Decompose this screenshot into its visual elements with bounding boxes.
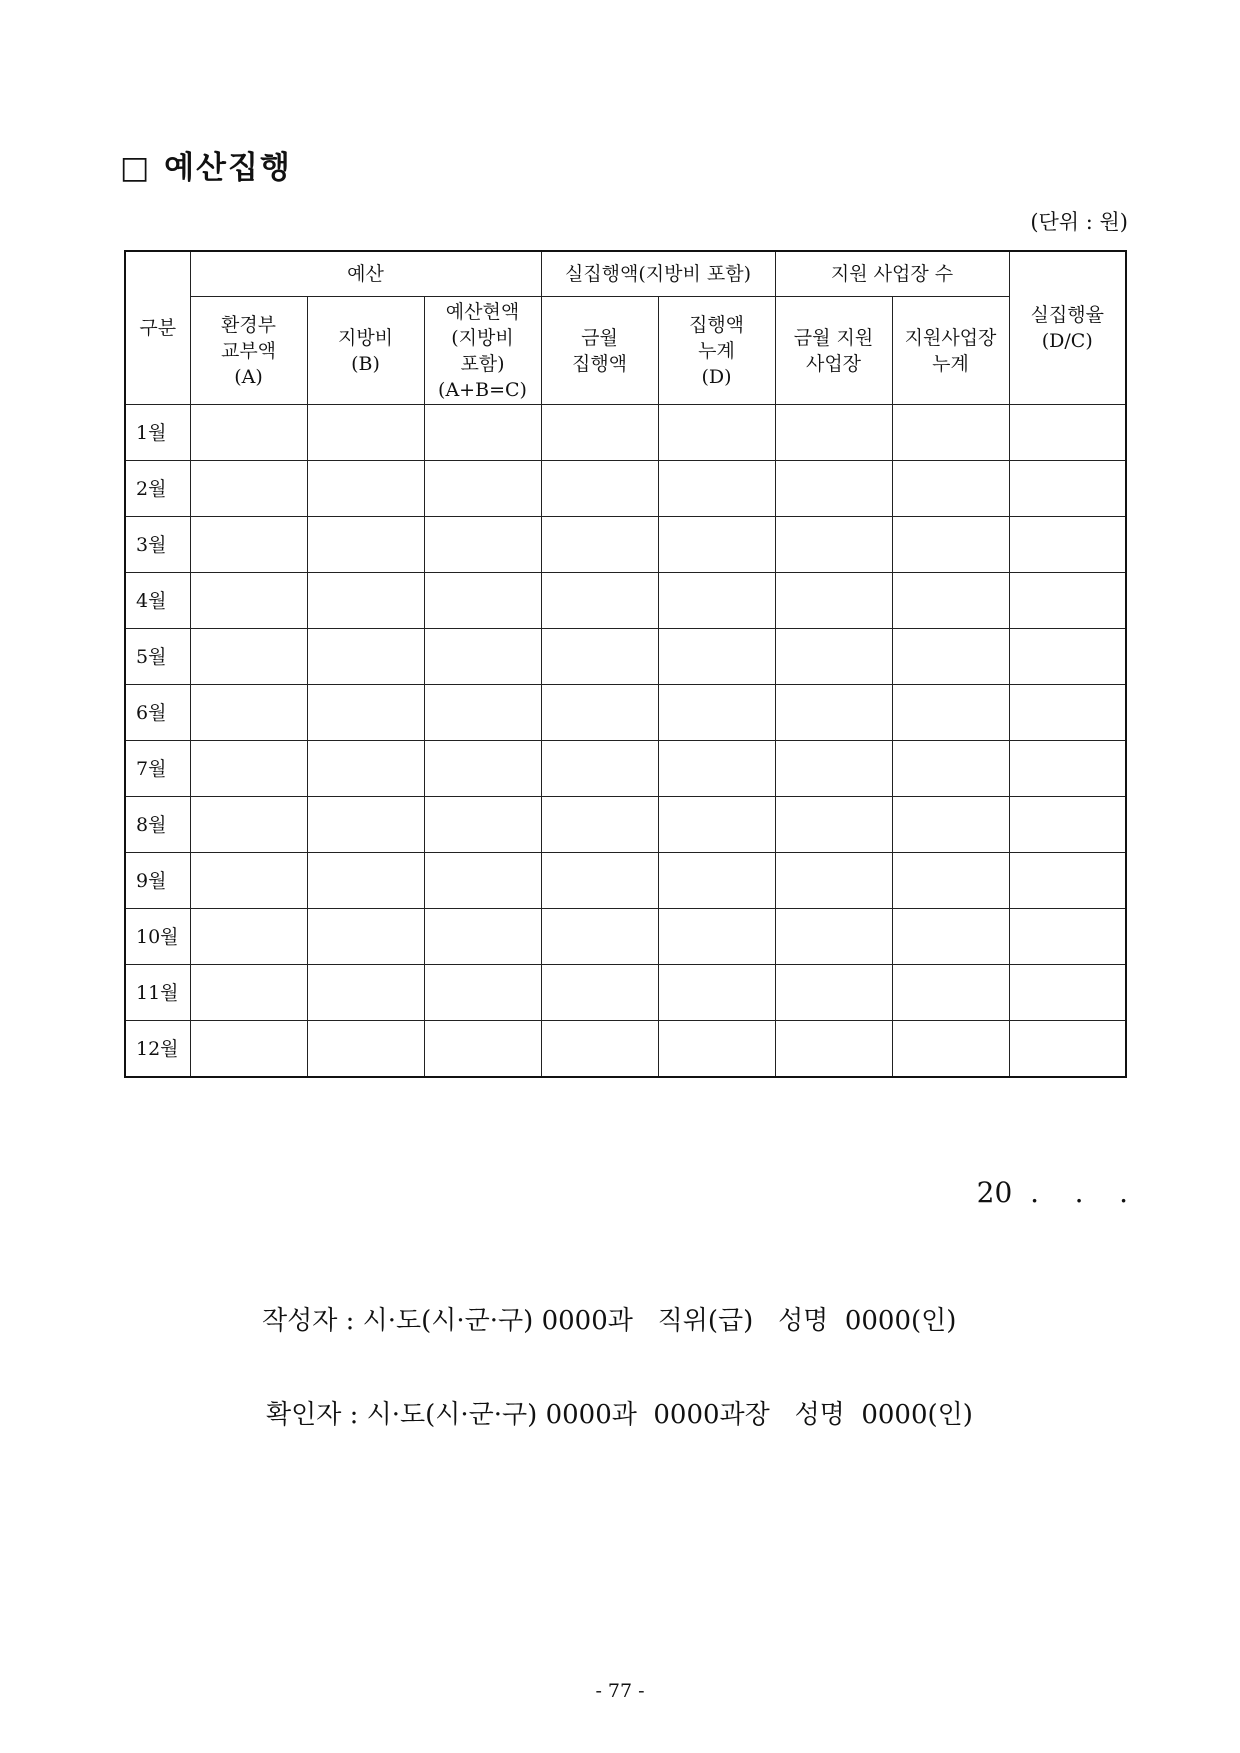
table-cell bbox=[424, 741, 541, 797]
table-cell bbox=[658, 1021, 775, 1078]
header-local-expense: 지방비 (B) bbox=[307, 297, 424, 405]
table-row bbox=[125, 965, 1126, 1021]
table-cell bbox=[307, 965, 424, 1021]
page-title: □ 예산집행 bbox=[120, 150, 292, 186]
table-row bbox=[125, 741, 1126, 797]
table-cell bbox=[892, 741, 1009, 797]
table-cell bbox=[424, 517, 541, 573]
table-cell bbox=[424, 797, 541, 853]
table-row bbox=[125, 797, 1126, 853]
month-label: 4월 bbox=[125, 573, 190, 629]
table-cell bbox=[775, 629, 892, 685]
page-number: - 77 - bbox=[595, 1680, 645, 1702]
header-month-execution: 금월 집행액 bbox=[541, 297, 658, 405]
table-cell bbox=[541, 1021, 658, 1078]
table-cell bbox=[541, 965, 658, 1021]
table-cell bbox=[1009, 685, 1126, 741]
table-cell bbox=[775, 461, 892, 517]
table-cell bbox=[892, 965, 1009, 1021]
table-cell bbox=[658, 685, 775, 741]
table-row bbox=[125, 909, 1126, 965]
table-row bbox=[125, 685, 1126, 741]
table-cell bbox=[658, 853, 775, 909]
header-ministry-grant: 환경부 교부액 (A) bbox=[190, 297, 307, 405]
header-cumulative-execution: 집행액 누계 (D) bbox=[658, 297, 775, 405]
table-cell bbox=[541, 797, 658, 853]
table-cell bbox=[1009, 909, 1126, 965]
table-cell bbox=[775, 685, 892, 741]
table-cell bbox=[424, 629, 541, 685]
table-cell bbox=[190, 797, 307, 853]
date-line: 20 . . . bbox=[976, 1176, 1128, 1209]
month-label: 6월 bbox=[125, 685, 190, 741]
table-cell bbox=[775, 909, 892, 965]
month-label: 1월 bbox=[125, 405, 190, 461]
table-cell bbox=[190, 517, 307, 573]
table-cell bbox=[541, 517, 658, 573]
table-cell bbox=[775, 1021, 892, 1078]
month-label: 9월 bbox=[125, 853, 190, 909]
table-cell bbox=[190, 1021, 307, 1078]
table-cell bbox=[1009, 797, 1126, 853]
table-cell bbox=[424, 405, 541, 461]
table-cell bbox=[1009, 461, 1126, 517]
table-cell bbox=[190, 965, 307, 1021]
table-cell bbox=[775, 517, 892, 573]
table-cell bbox=[307, 629, 424, 685]
table-row bbox=[125, 573, 1126, 629]
table-row bbox=[125, 405, 1126, 461]
table-cell bbox=[892, 461, 1009, 517]
table-cell bbox=[1009, 517, 1126, 573]
table-row bbox=[125, 1021, 1126, 1078]
header-month-sites: 금월 지원 사업장 bbox=[775, 297, 892, 405]
table-cell bbox=[307, 853, 424, 909]
unit-label: (단위 : 원) bbox=[1030, 210, 1128, 234]
table-cell bbox=[892, 517, 1009, 573]
table-cell bbox=[892, 853, 1009, 909]
writer-line: 작성자 : 시·도(시·군·구) 0000과 직위(급) 성명 0000(인) bbox=[262, 1306, 957, 1336]
table-cell bbox=[1009, 573, 1126, 629]
table-cell bbox=[658, 965, 775, 1021]
header-actual-execution: 실집행액(지방비 포함) bbox=[541, 251, 775, 297]
table-cell bbox=[658, 517, 775, 573]
table-cell bbox=[658, 405, 775, 461]
table-cell bbox=[541, 461, 658, 517]
table-cell bbox=[775, 797, 892, 853]
table-cell bbox=[307, 741, 424, 797]
table-cell bbox=[541, 909, 658, 965]
table-cell bbox=[541, 741, 658, 797]
table-cell bbox=[190, 909, 307, 965]
table-row bbox=[125, 461, 1126, 517]
month-rows bbox=[125, 405, 1126, 1078]
table-cell bbox=[307, 909, 424, 965]
table-cell bbox=[190, 573, 307, 629]
table-cell bbox=[190, 685, 307, 741]
table-cell bbox=[190, 853, 307, 909]
table-cell bbox=[541, 853, 658, 909]
header-budget: 예산 bbox=[190, 251, 541, 297]
month-label: 7월 bbox=[125, 741, 190, 797]
table-cell bbox=[658, 797, 775, 853]
table-cell bbox=[892, 573, 1009, 629]
table-cell bbox=[1009, 853, 1126, 909]
table-cell bbox=[541, 629, 658, 685]
table-cell bbox=[424, 573, 541, 629]
table-cell bbox=[307, 1021, 424, 1078]
table-cell bbox=[1009, 741, 1126, 797]
header-category: 구분 bbox=[125, 251, 190, 405]
table-cell bbox=[775, 405, 892, 461]
month-label: 11월 bbox=[125, 965, 190, 1021]
table-row bbox=[125, 629, 1126, 685]
table-row bbox=[125, 853, 1126, 909]
budget-execution-table bbox=[124, 250, 1127, 1078]
table-cell bbox=[307, 517, 424, 573]
table-cell bbox=[1009, 629, 1126, 685]
table-row bbox=[125, 517, 1126, 573]
table-cell bbox=[307, 405, 424, 461]
table-cell bbox=[424, 909, 541, 965]
month-label: 3월 bbox=[125, 517, 190, 573]
table-cell bbox=[775, 853, 892, 909]
header-execution-rate: 실집행율 (D/C) bbox=[1009, 251, 1126, 405]
table-cell bbox=[424, 965, 541, 1021]
table-cell bbox=[892, 629, 1009, 685]
month-label: 10월 bbox=[125, 909, 190, 965]
month-label: 12월 bbox=[125, 1021, 190, 1078]
table-cell bbox=[775, 965, 892, 1021]
table-cell bbox=[307, 573, 424, 629]
header-support-sites: 지원 사업장 수 bbox=[775, 251, 1009, 297]
table-cell bbox=[658, 573, 775, 629]
table-cell bbox=[424, 1021, 541, 1078]
table-cell bbox=[190, 405, 307, 461]
table-cell bbox=[892, 405, 1009, 461]
table-cell bbox=[190, 629, 307, 685]
table-cell bbox=[658, 741, 775, 797]
table-cell bbox=[775, 573, 892, 629]
table-cell bbox=[658, 629, 775, 685]
table-cell bbox=[1009, 1021, 1126, 1078]
table-cell bbox=[541, 685, 658, 741]
table-cell bbox=[892, 1021, 1009, 1078]
month-label: 5월 bbox=[125, 629, 190, 685]
header-current-budget: 예산현액 (지방비 포함) (A+B=C) bbox=[424, 297, 541, 405]
table-cell bbox=[424, 853, 541, 909]
table-cell bbox=[190, 461, 307, 517]
table-cell bbox=[541, 405, 658, 461]
table-cell bbox=[775, 741, 892, 797]
table-cell bbox=[424, 685, 541, 741]
table-cell bbox=[541, 573, 658, 629]
table-cell bbox=[307, 797, 424, 853]
table-cell bbox=[307, 461, 424, 517]
table-cell bbox=[1009, 965, 1126, 1021]
month-label: 2월 bbox=[125, 461, 190, 517]
table-cell bbox=[658, 461, 775, 517]
table-cell bbox=[307, 685, 424, 741]
month-label: 8월 bbox=[125, 797, 190, 853]
table-cell bbox=[892, 685, 1009, 741]
header-cumulative-sites: 지원사업장 누계 bbox=[892, 297, 1009, 405]
table-cell bbox=[892, 797, 1009, 853]
table-cell bbox=[190, 741, 307, 797]
table-cell bbox=[892, 909, 1009, 965]
table-cell bbox=[658, 909, 775, 965]
table-cell bbox=[1009, 405, 1126, 461]
checker-line: 확인자 : 시·도(시·군·구) 0000과 0000과장 성명 0000(인) bbox=[266, 1400, 973, 1430]
table-cell bbox=[424, 461, 541, 517]
